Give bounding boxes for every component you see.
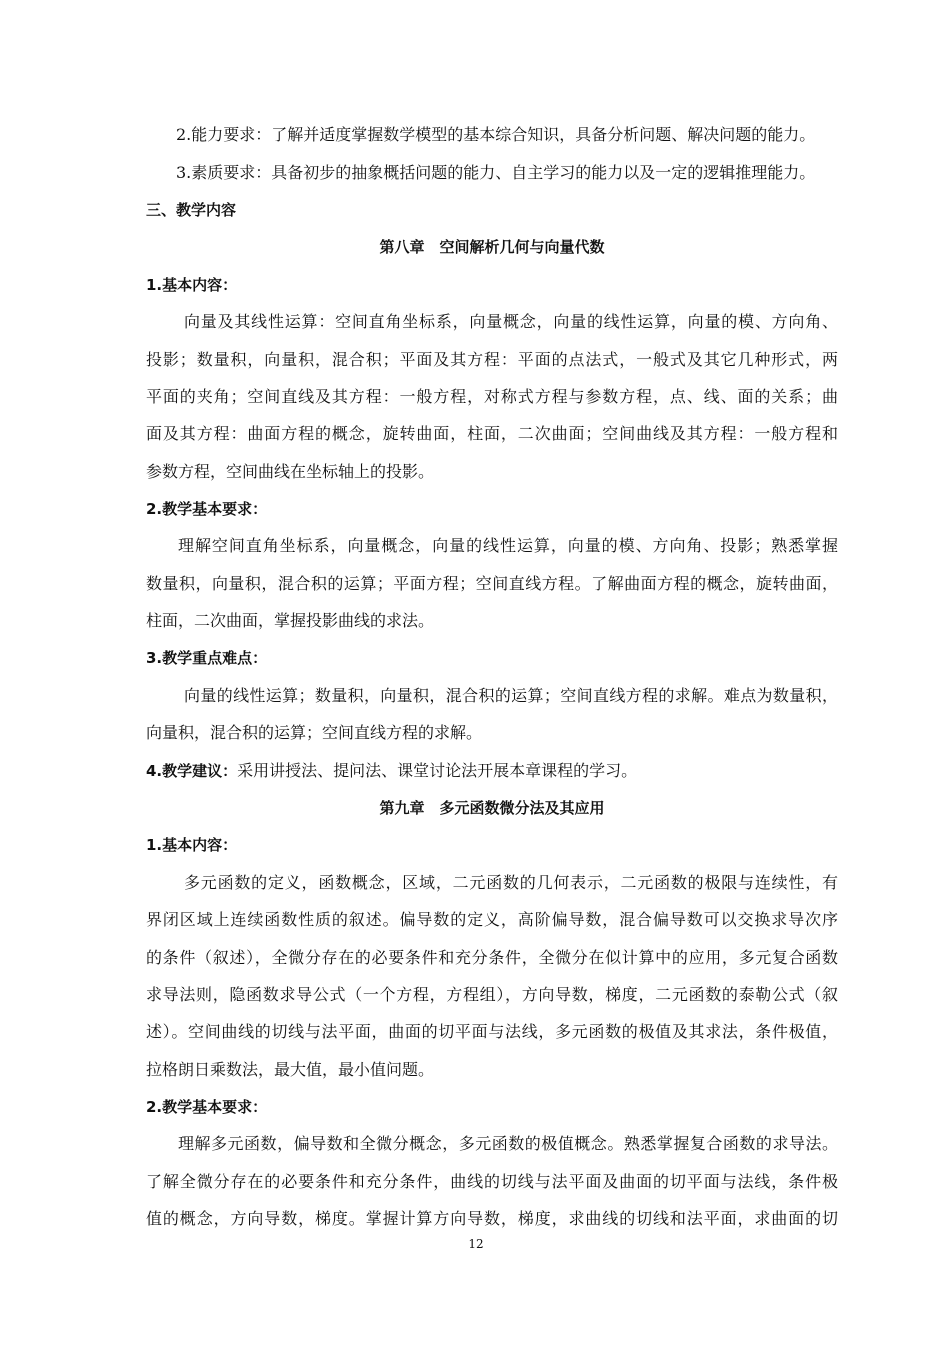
chapter8-advice-label: 4.教学建议： [146,762,238,780]
chapter9-basic-line: 界闭区域上连续函数性质的叙述。偏导数的定义，高阶偏导数，混合偏导数可以交换求导次序 [146,910,838,929]
ability-requirement: 2.能力要求：了解并适度掌握数学模型的基本综合知识，具备分析问题、解决问题的能力。 [176,125,816,144]
chapter9-req-line: 了解全微分存在的必要条件和充分条件，曲线的切线与法平面及曲面的切平面与法线，条件极 [146,1172,838,1191]
chapter9-basic-line: 多元函数的定义，函数概念，区域，二元函数的几何表示，二元函数的极限与连续性，有 [184,873,838,892]
chapter8-basic-line: 参数方程，空间曲线在坐标轴上的投影。 [146,462,435,481]
section-heading: 三、教学内容 [146,201,237,219]
chapter8-title: 第八章 空间解析几何与向量代数 [379,238,605,256]
chapter8-req-line: 数量积，向量积，混合积的运算；平面方程；空间直线方程。了解曲面方程的概念，旋转曲面， [146,574,838,593]
chapter8-req-line: 柱面，二次曲面，掌握投影曲线的求法。 [146,611,435,630]
chapter9-basic-line: 求导法则，隐函数求导公式（一个方程，方程组），方向导数，梯度，二元函数的泰勒公式（叙 [146,985,838,1004]
chapter9-basic-line: 拉格朗日乘数法，最大值，最小值问题。 [146,1060,435,1079]
chapter8-basic-label: 1.基本内容： [146,276,238,294]
chapter9-req-label: 2.教学基本要求： [146,1098,268,1116]
chapter8-basic-line: 向量及其线性运算：空间直角坐标系，向量概念，向量的线性运算，向量的模、方向角、 [184,312,838,331]
chapter8-key-label: 3.教学重点难点： [146,649,268,667]
chapter8-key-line: 向量积，混合积的运算；空间直线方程的求解。 [146,723,483,742]
page-number: 12 [468,1237,484,1251]
chapter9-basic-label: 1.基本内容： [146,836,238,854]
chapter8-basic-line: 投影；数量积，向量积，混合积；平面及其方程：平面的点法式，一般式及其它几种形式，两 [146,350,838,369]
chapter8-basic-line: 面及其方程：曲面方程的概念，旋转曲面，柱面，二次曲面；空间曲线及其方程：一般方程和 [146,424,838,443]
chapter8-basic-line: 平面的夹角；空间直线及其方程：一般方程，对称式方程与参数方程，点、线、面的关系；曲 [146,387,838,406]
chapter9-req-line: 值的概念，方向导数，梯度。掌握计算方向导数，梯度，求曲线的切线和法平面，求曲面的切 [146,1209,838,1228]
chapter8-advice [146,760,838,782]
chapter9-req-line: 理解多元函数，偏导数和全微分概念，多元函数的极值概念。熟悉掌握复合函数的求导法。 [178,1134,838,1153]
chapter9-basic-line: 述）。空间曲线的切线与法平面，曲面的切平面与法线，多元函数的极值及其求法，条件极值， [146,1022,838,1041]
quality-requirement: 3.素质要求：具备初步的抽象概括问题的能力、自主学习的能力以及一定的逻辑推理能力。 [176,163,816,182]
chapter8-req-line: 理解空间直角坐标系，向量概念，向量的线性运算，向量的模、方向角、投影；熟悉掌握 [178,536,838,555]
chapter9-title: 第九章 多元函数微分法及其应用 [379,799,605,817]
chapter8-req-label: 2.教学基本要求： [146,500,268,518]
chapter8-advice-text: 采用讲授法、提问法、课堂讨论法开展本章课程的学习。 [237,761,638,780]
chapter8-key-line: 向量的线性运算；数量积，向量积，混合积的运算；空间直线方程的求解。难点为数量积， [184,686,838,705]
chapter9-basic-line: 的条件（叙述），全微分存在的必要条件和充分条件，全微分在似计算中的应用，多元复合函数 [146,948,838,967]
